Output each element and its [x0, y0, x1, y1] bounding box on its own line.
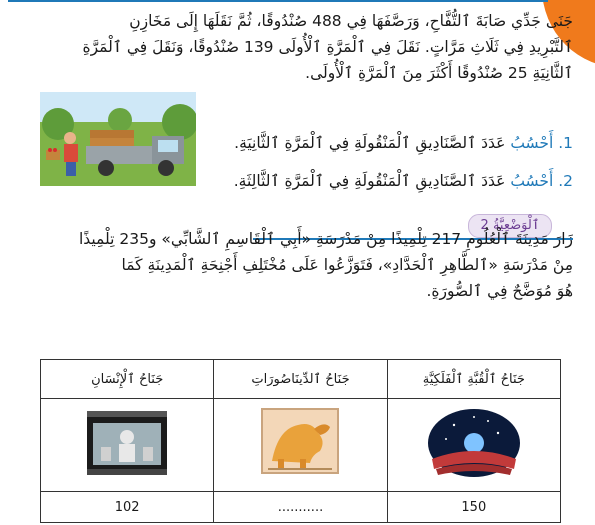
- situation-badge: ٱلْوَضْعِيَّةُ 2: [468, 214, 552, 238]
- question-1: [234, 134, 573, 152]
- situation2-paragraph: [79, 226, 573, 304]
- header-planetarium-pavilion: جَنَاحُ ٱلْقُبَّةِ ٱلْفَلَكِيَّةِ: [387, 360, 560, 399]
- question-number: 2.: [558, 172, 573, 190]
- question-number: 1.: [558, 134, 573, 152]
- question-2: [234, 172, 573, 190]
- human-pavilion-cell: [41, 399, 214, 492]
- table-image-row: [41, 399, 561, 492]
- human-pavilion-value: 102: [41, 492, 214, 523]
- question-text: عَدَدَ ٱلصَّنَادِيقِ ٱلْمَنْقُولَةِ فِي ٱلْمَرَّةِ ٱلثَّانِيَةِ.: [234, 134, 511, 152]
- planetarium-pavilion-cell: [387, 399, 560, 492]
- dinosaur-pavilion-value[interactable]: ...........: [214, 492, 387, 523]
- paragraph-line: مِنْ مَدْرَسَةِ «ٱلطَّاهِرِ ٱلْحَدَّادِ»، فَتَوَزَّعُوا عَلَى مُخْتَلِفِ أَجْنِحَةِ ٱلْمَدِينَةِ كَمَا: [121, 256, 573, 274]
- header-human-pavilion: جَنَاحُ ٱلْإِنْسَانِ: [41, 360, 214, 399]
- paragraph-line: زَارَ مَدِينَةَ ٱلْعُلُومِ 217 تِلْمِيذًا مِنْ مَدْرَسَةِ «أَبِي ٱلْقَاسِمِ ٱلشَّابِّي» و235 تِلْمِيذًا: [78, 230, 573, 248]
- planetarium-pavilion-image: [424, 403, 524, 483]
- header-dinosaur-pavilion: جَنَاحُ ٱلدِّينَاصُورَاتِ: [214, 360, 387, 399]
- table-values-row: [41, 492, 561, 523]
- table-header-row: [41, 360, 561, 399]
- dinosaur-pavilion-cell: [214, 399, 387, 492]
- top-rule: [8, 0, 548, 2]
- truck-apples-illustration: [40, 92, 196, 186]
- question-verb: أَحْسُبُ: [510, 172, 554, 190]
- paragraph-line: ٱلثَّانِيَةِ 25 صُنْدُوقًا أَكْثَرَ مِنَ ٱلْمَرَّةِ ٱلْأُولَى.: [305, 64, 573, 82]
- paragraph-line: ٱلتَّبْرِيدِ فِي ثَلَاثِ مَرَّاتٍ. نَقَلَ فِي ٱلْمَرَّةِ ٱلْأُولَى 139 صُنْدُوقًا، وَنَقَلَ فِي ٱلْمَرَّةِ: [82, 38, 573, 56]
- planetarium-pavilion-value: 150: [387, 492, 560, 523]
- paragraph-line: جَنَى جَدِّي صَابَةَ ٱلتُّفَّاحِ، وَرَصَّفَهَا فِي 488 صُنْدُوقًا، ثُمَّ نَقَلَهَا إِلَى مَخَازِنِ: [129, 12, 573, 30]
- human-pavilion-image: [81, 403, 173, 483]
- question-text: عَدَدَ ٱلصَّنَادِيقِ ٱلْمَنْقُولَةِ فِي ٱلْمَرَّةِ ٱلثَّالِثَةِ.: [233, 172, 511, 190]
- situation1-paragraph: [83, 8, 574, 86]
- dinosaur-pavilion-image: [254, 403, 346, 483]
- pavilions-table: [40, 359, 561, 523]
- paragraph-line: هُوَ مُوَضَّحٌ فِي ٱلصُّورَةِ.: [426, 282, 573, 300]
- question-verb: أَحْسُبُ: [510, 134, 554, 152]
